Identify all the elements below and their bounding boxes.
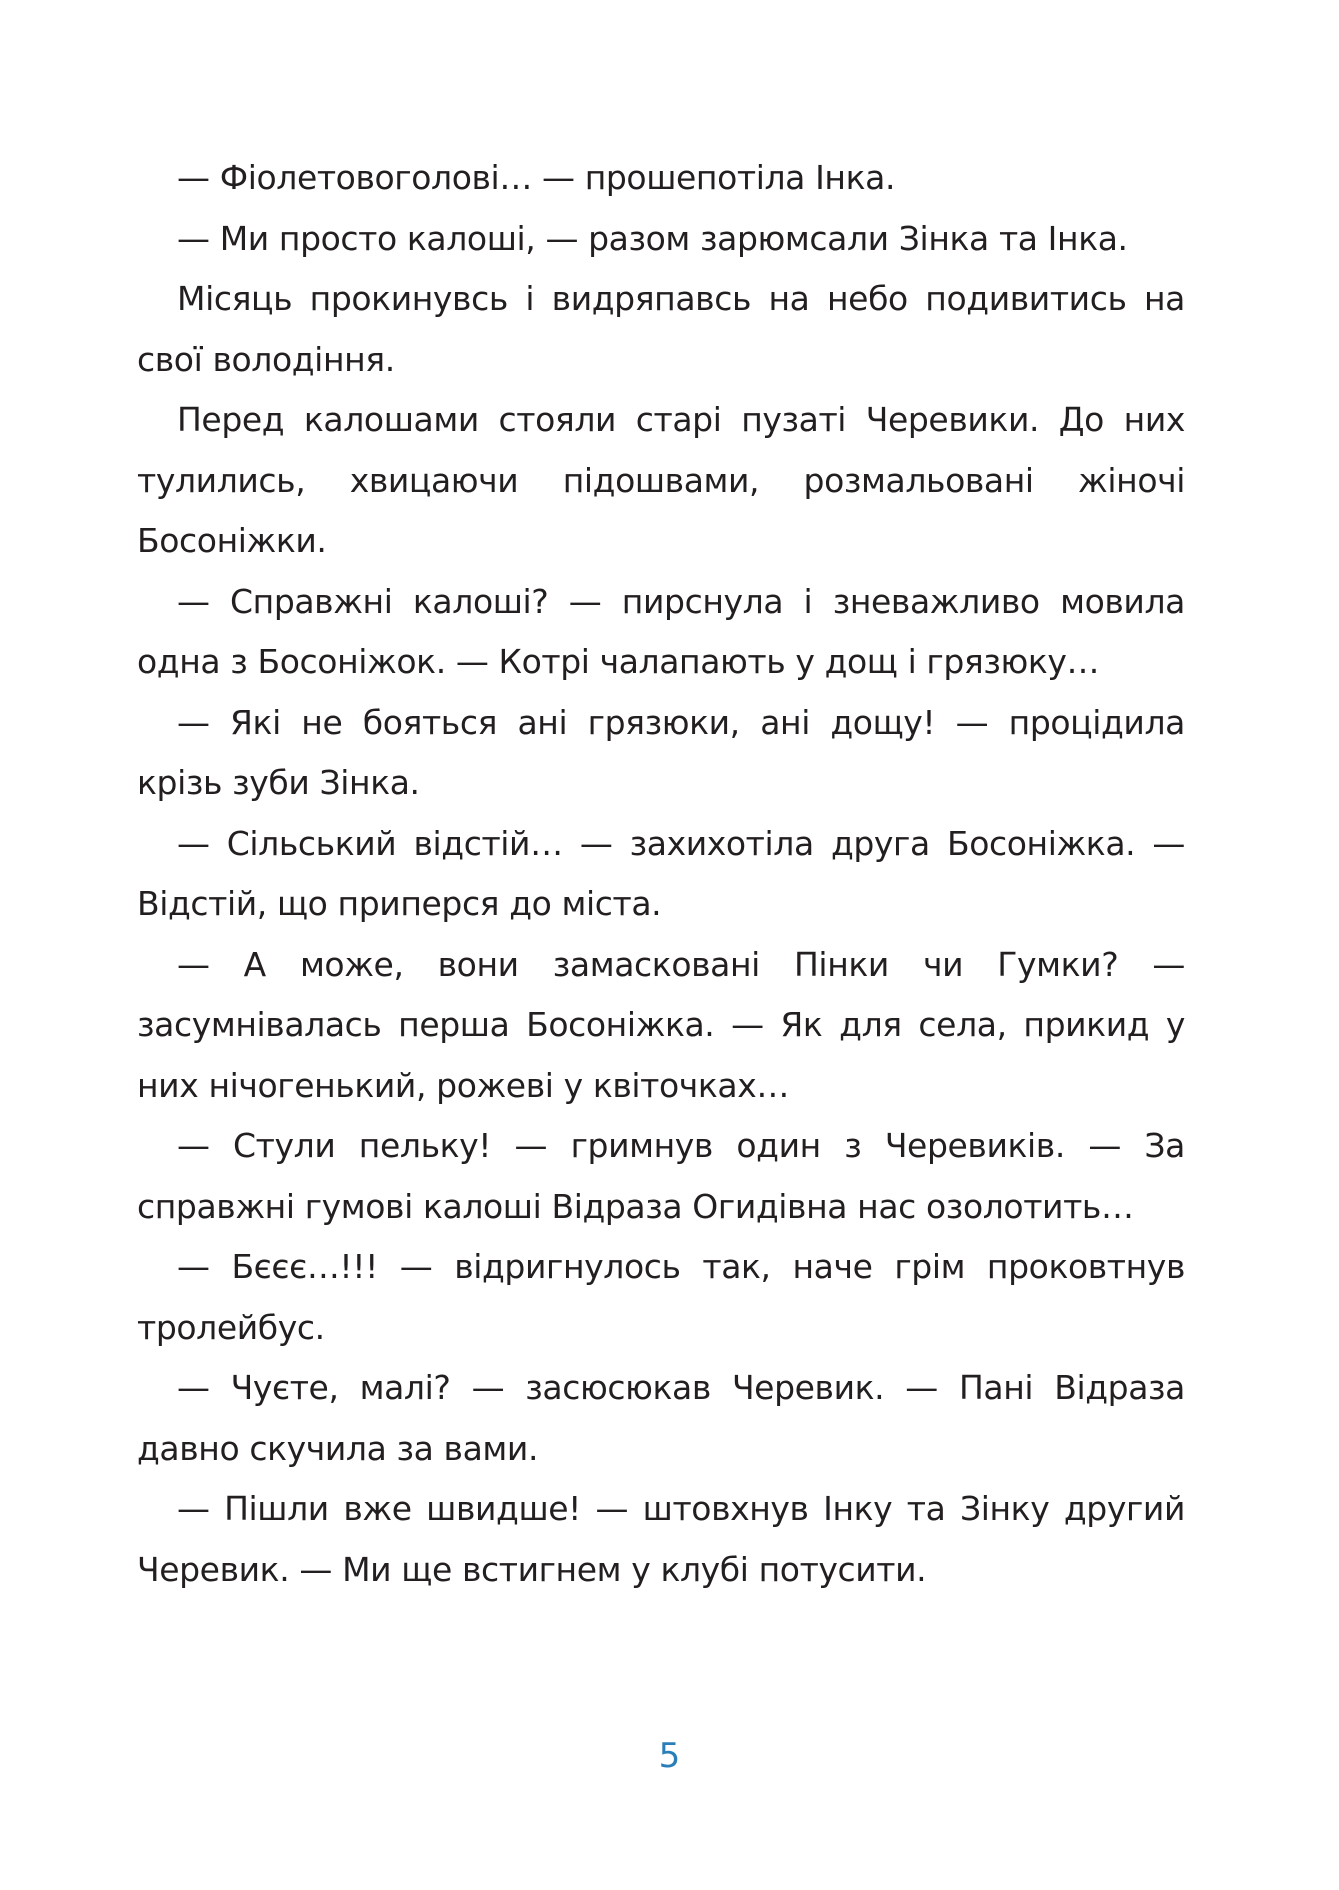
paragraph-1: — Фіолетовоголові… — прошепотіла Інка.	[177, 158, 896, 197]
body-text	[137, 148, 1185, 1600]
paragraph-3: Місяць прокинувсь і видряпавсь на небо подивитись на свої володіння.	[137, 279, 1185, 379]
page-number: 5	[658, 1736, 681, 1776]
paragraph-5: — Справжні калоші? — пирснула і зневажливо мовила одна з Босоніжок. — Котрі чалапають у дощ і грязюку…	[137, 581, 1185, 681]
paragraph-11: — Чуєте, малі? — засюсюкав Черевик. — Пані Відраза давно скучила за вами.	[137, 1368, 1185, 1468]
paragraph-2: — Ми просто калоші, — разом зарюмсали Зінка та Інка.	[177, 218, 1128, 258]
paragraph-10: — Бєєє…!!! — відригнулось так, наче грім проковтнув тролейбус.	[137, 1247, 1185, 1347]
paragraph-6: — Які не бояться ані грязюки, ані дощу! — процідила крізь зуби Зінка.	[137, 702, 1185, 802]
paragraph-8: — А може, вони замасковані Пінки чи Гумки? — засумнівалась перша Босоніжка. — Як для села, прикид у них нічогенький, рожеві у квіточках…	[137, 944, 1185, 1105]
paragraph-7: — Сільський відстій… — захихотіла друга Босоніжка. — Відстій, що приперся до міста.	[137, 823, 1185, 923]
paragraph-4: Перед калошами стояли старі пузаті Черевики. До них тулились, хвицаючи підошвами, розмальовані жіночі Босоніжки.	[137, 400, 1185, 560]
paragraph-9: — Стули пельку! — гримнув один з Черевиків. — За справжні гумові калоші Відраза Огидівна нас озолотить…	[137, 1126, 1185, 1226]
paragraph-12: — Пішли вже швидше! — штовхнув Інку та Зінку другий Черевик. — Ми ще встигнем у клубі потусити.	[137, 1489, 1185, 1589]
